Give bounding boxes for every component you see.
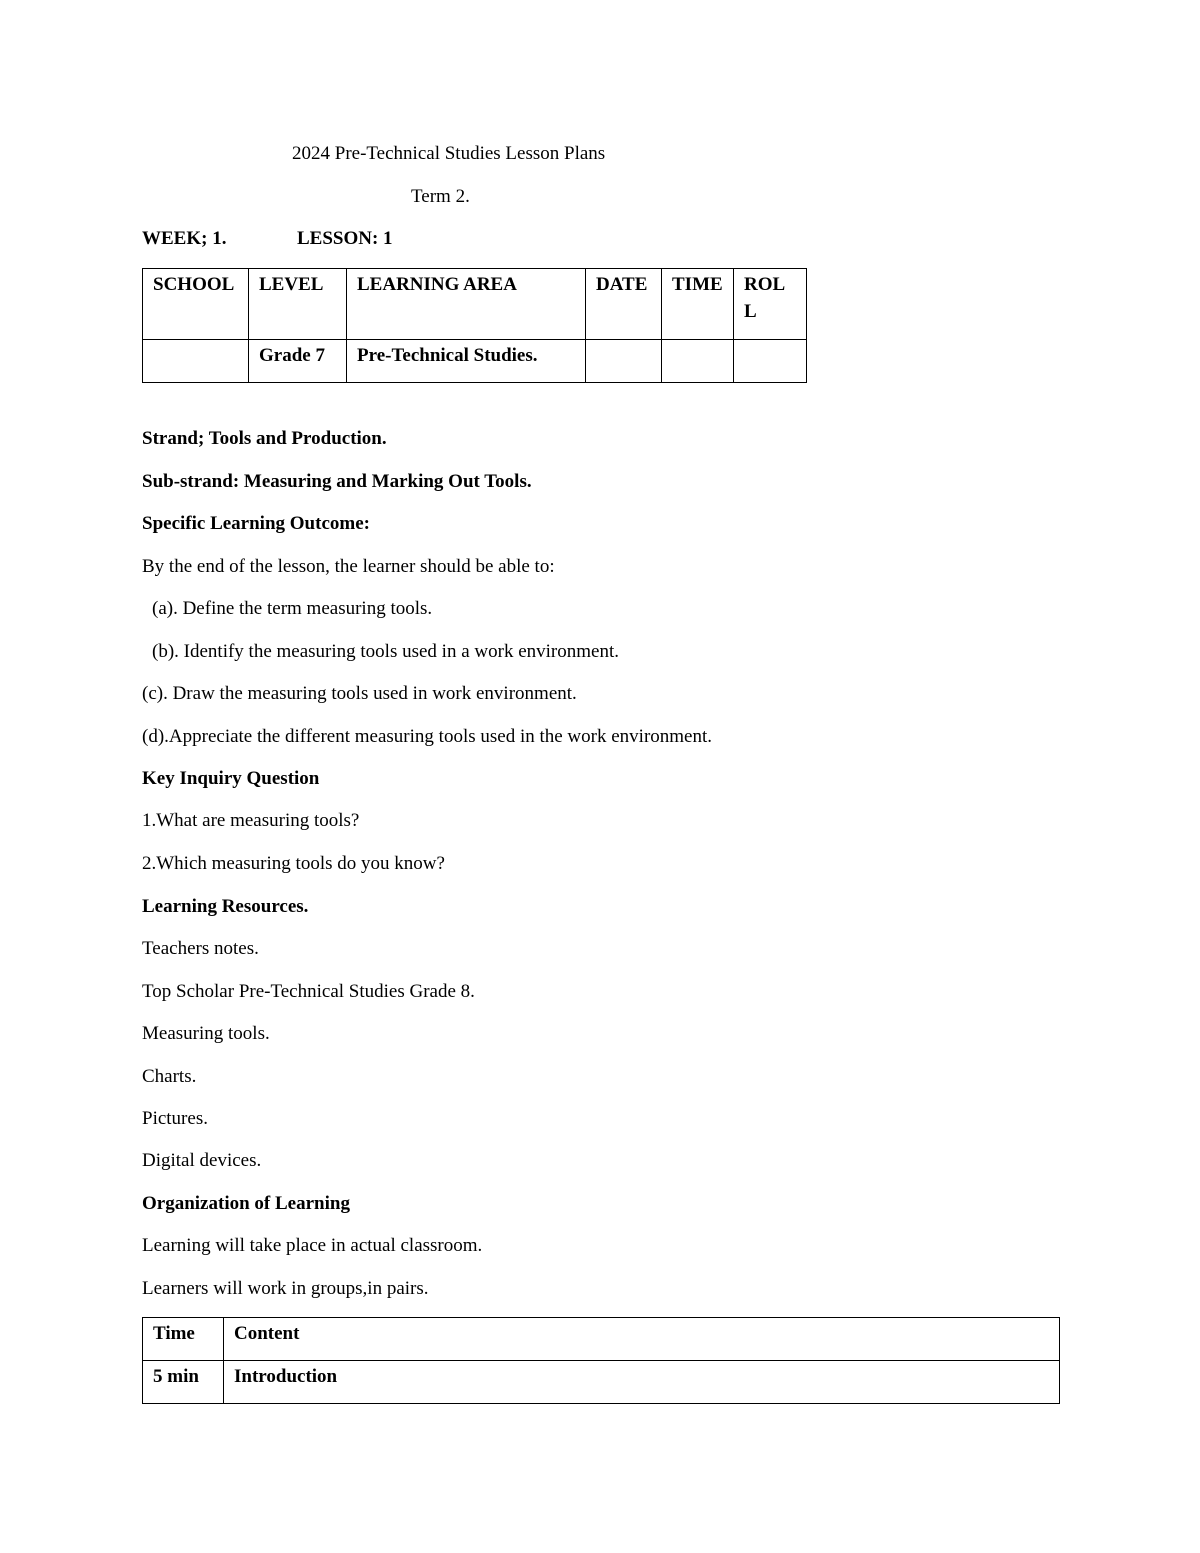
organization-item: Learners will work in groups,in pairs. (142, 1278, 429, 1299)
cell-school (143, 340, 249, 383)
table-row (143, 1361, 1060, 1404)
resource-item: Charts. (142, 1066, 197, 1087)
cell-date (586, 340, 662, 383)
term-label: Term 2. (411, 186, 470, 207)
resources-heading: Learning Resources. (142, 896, 309, 917)
kiq-heading: Key Inquiry Question (142, 768, 320, 789)
header-level: LEVEL (249, 269, 347, 340)
cell-learning-area: Pre-Technical Studies. (347, 340, 586, 383)
slo-item: (d).Appreciate the different measuring tools used in the work environment. (142, 726, 713, 747)
slo-heading: Specific Learning Outcome: (142, 513, 370, 534)
resource-item: Top Scholar Pre-Technical Studies Grade 8. (142, 981, 475, 1002)
resource-item: Measuring tools. (142, 1023, 270, 1044)
header-date: DATE (586, 269, 662, 340)
lesson-steps-table (142, 1317, 1060, 1404)
header-school: SCHOOL (143, 269, 249, 340)
kiq-item: 2.Which measuring tools do you know? (142, 853, 445, 874)
cell-content: Introduction (224, 1361, 1060, 1404)
cell-time: 5 min (143, 1361, 224, 1404)
header-time: Time (143, 1318, 224, 1361)
header-learning-area: LEARNING AREA (347, 269, 586, 340)
organization-heading: Organization of Learning (142, 1193, 350, 1214)
header-time: TIME (662, 269, 734, 340)
document-title: 2024 Pre-Technical Studies Lesson Plans (292, 143, 606, 164)
resource-item: Teachers notes. (142, 938, 259, 959)
slo-intro: By the end of the lesson, the learner should be able to: (142, 556, 555, 577)
week-label: WEEK; 1. (142, 228, 227, 249)
header-roll: ROLL (734, 269, 807, 340)
organization-item: Learning will take place in actual classroom. (142, 1235, 483, 1256)
slo-item: (c). Draw the measuring tools used in work environment. (142, 683, 577, 704)
lesson-info-table (142, 268, 807, 383)
resource-item: Digital devices. (142, 1150, 262, 1171)
table-row (143, 340, 807, 383)
sub-strand: Sub-strand: Measuring and Marking Out Tools. (142, 471, 532, 492)
slo-item: (b). Identify the measuring tools used in a work environment. (152, 641, 619, 662)
cell-roll (734, 340, 807, 383)
kiq-item: 1.What are measuring tools? (142, 810, 360, 831)
strand: Strand; Tools and Production. (142, 428, 387, 449)
resource-item: Pictures. (142, 1108, 208, 1129)
table-header-row (143, 1318, 1060, 1361)
cell-level: Grade 7 (249, 340, 347, 383)
cell-time (662, 340, 734, 383)
lesson-label: LESSON: 1 (297, 228, 393, 249)
header-content: Content (224, 1318, 1060, 1361)
slo-item: (a). Define the term measuring tools. (152, 598, 433, 619)
table-header-row (143, 269, 807, 340)
